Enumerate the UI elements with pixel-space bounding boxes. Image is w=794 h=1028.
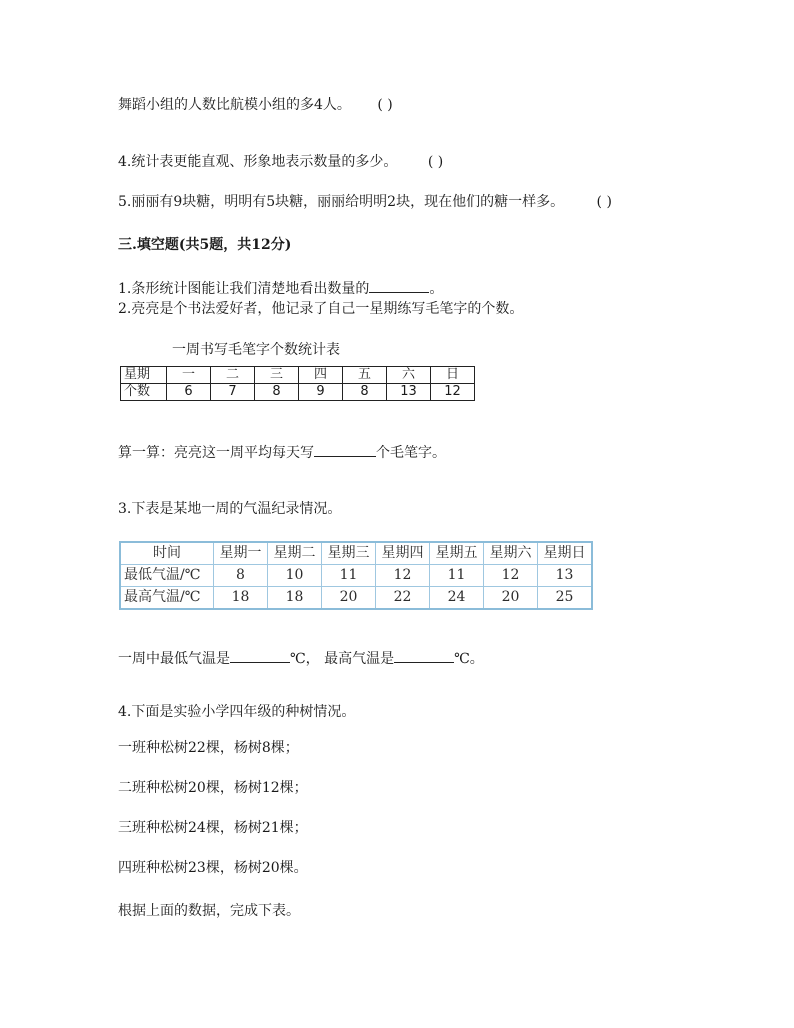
question-text: 1.条形统计图能让我们清楚地看出数量的 (118, 281, 370, 297)
temp-cell: 12 (484, 565, 538, 587)
answer-blank[interactable] (369, 278, 429, 293)
question-text: 4.统计表更能直观、形象地表示数量的多少。 (118, 154, 398, 170)
question-text: 舞蹈小组的人数比航模小组的多4人。 (118, 97, 351, 113)
corner-header: 时间 (120, 542, 214, 565)
day-header: 星期四 (376, 542, 430, 565)
fill-question-3-answer (118, 648, 484, 668)
row-header: 星期 (121, 367, 167, 384)
temp-cell: 18 (268, 587, 322, 610)
temp-cell: 12 (376, 565, 430, 587)
row-header: 最低气温/℃ (120, 565, 214, 587)
temp-cell: 25 (538, 587, 593, 610)
table-row (120, 565, 592, 587)
answer-blank[interactable] (314, 442, 376, 457)
temp-cell: 11 (430, 565, 484, 587)
day-cell: 日 (431, 367, 475, 384)
day-cell: 二 (211, 367, 255, 384)
question-text: 5.丽丽有9块糖，明明有5块糖，丽丽给明明2块，现在他们的糖一样多。 (118, 194, 565, 210)
question-text: ℃， 最高气温是 (290, 651, 395, 667)
day-header: 星期一 (214, 542, 268, 565)
table-row (121, 384, 475, 401)
answer-parentheses[interactable]: ( ) (596, 194, 612, 210)
temp-cell: 13 (538, 565, 593, 587)
class-4-data: 四班种松树23棵，杨树20棵。 (118, 860, 308, 876)
temp-cell: 8 (214, 565, 268, 587)
fill-question-1 (118, 278, 443, 298)
day-cell: 四 (299, 367, 343, 384)
section-heading: 三.填空题(共5题，共12分) (118, 237, 292, 253)
count-cell: 13 (387, 384, 431, 401)
class-1-data: 一班种松树22棵，杨树8棵； (118, 740, 299, 756)
question-end: ℃。 (454, 651, 484, 667)
temp-cell: 20 (484, 587, 538, 610)
temp-cell: 18 (214, 587, 268, 610)
day-header: 星期二 (268, 542, 322, 565)
count-cell: 8 (255, 384, 299, 401)
day-header: 星期日 (538, 542, 593, 565)
temp-cell: 24 (430, 587, 484, 610)
table1-title: 一周书写毛笔字个数统计表 (172, 342, 340, 358)
row-header: 最高气温/℃ (120, 587, 214, 610)
temperature-table (119, 541, 593, 610)
question-end: 个毛笔字。 (376, 445, 446, 461)
answer-blank-high[interactable] (394, 648, 454, 663)
answer-parentheses[interactable]: ( ) (427, 154, 444, 170)
temp-cell: 11 (322, 565, 376, 587)
count-cell: 6 (167, 384, 211, 401)
fill-question-2: 2.亮亮是个书法爱好者，他记录了自己一星期练写毛笔字的个数。 (118, 301, 524, 317)
class-3-data: 三班种松树24棵，杨树21棵； (118, 820, 308, 836)
answer-parentheses[interactable]: ( ) (377, 97, 393, 113)
question-line-4 (118, 153, 443, 171)
day-header: 星期五 (430, 542, 484, 565)
class-2-data: 二班种松树20棵，杨树12棵； (118, 780, 308, 796)
row-header: 个数 (121, 384, 167, 401)
question-line-5 (118, 193, 612, 211)
table-instruction: 根据上面的数据，完成下表。 (118, 903, 300, 919)
table-row (121, 367, 475, 384)
fill-question-3: 3.下表是某地一周的气温纪录情况。 (118, 501, 342, 517)
fill-question-2-calc (118, 442, 446, 462)
count-cell: 9 (299, 384, 343, 401)
count-cell: 12 (431, 384, 475, 401)
answer-blank-low[interactable] (230, 648, 290, 663)
fill-question-4: 4.下面是实验小学四年级的种树情况。 (118, 704, 356, 720)
temp-cell: 20 (322, 587, 376, 610)
count-cell: 8 (343, 384, 387, 401)
day-header: 星期六 (484, 542, 538, 565)
day-cell: 三 (255, 367, 299, 384)
count-cell: 7 (211, 384, 255, 401)
temp-cell: 22 (376, 587, 430, 610)
table-row (120, 542, 592, 565)
temp-cell: 10 (268, 565, 322, 587)
day-cell: 五 (343, 367, 387, 384)
question-text: 算一算：亮亮这一周平均每天写 (118, 445, 314, 461)
question-text: 一周中最低气温是 (118, 651, 230, 667)
day-cell: 一 (167, 367, 211, 384)
question-end: 。 (429, 281, 444, 297)
table-row (120, 587, 592, 610)
day-cell: 六 (387, 367, 431, 384)
writing-count-table (120, 366, 475, 401)
day-header: 星期三 (322, 542, 376, 565)
question-line-dance-group (118, 96, 393, 114)
